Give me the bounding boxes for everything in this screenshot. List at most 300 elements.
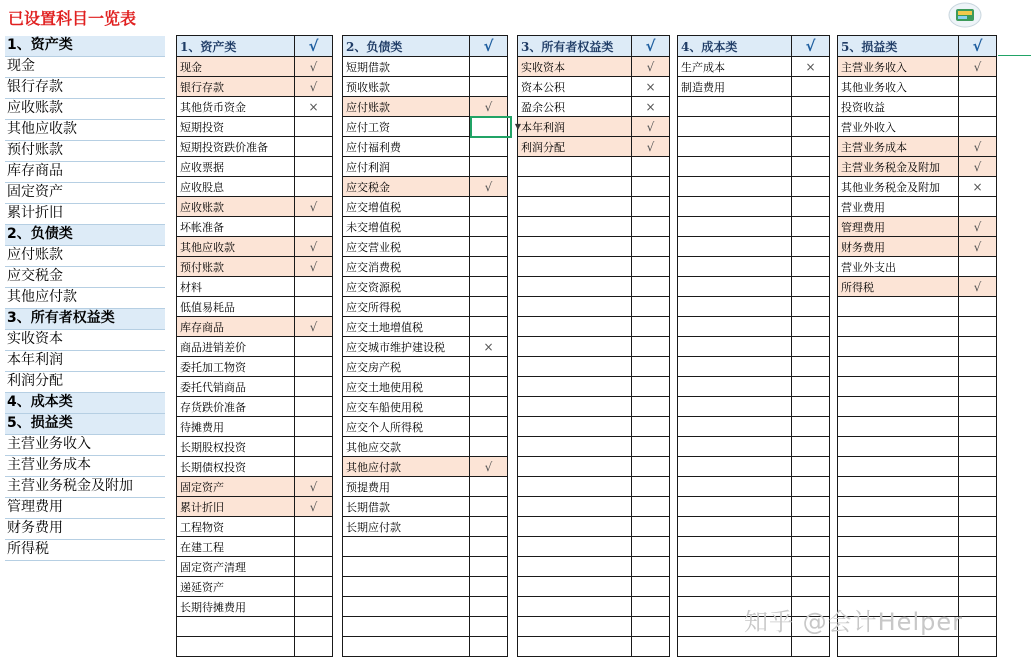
account-name-cell[interactable]: 应交土地使用税 (343, 377, 470, 397)
configured-account-item[interactable]: 管理费用 (5, 498, 165, 519)
empty-cell[interactable] (632, 397, 670, 417)
account-name-cell[interactable]: 应交房产税 (343, 357, 470, 377)
selection-mark-cell[interactable] (470, 257, 508, 277)
empty-cell[interactable] (678, 437, 792, 457)
empty-cell[interactable] (343, 537, 470, 557)
configured-account-item[interactable]: 主营业务成本 (5, 456, 165, 477)
account-name-cell[interactable]: 固定资产 (177, 477, 295, 497)
empty-cell[interactable] (632, 277, 670, 297)
configured-account-item[interactable]: 主营业务税金及附加 (5, 477, 165, 498)
empty-cell[interactable] (838, 357, 959, 377)
empty-cell[interactable] (518, 357, 632, 377)
empty-cell[interactable] (838, 517, 959, 537)
account-name-cell[interactable]: 应交消费税 (343, 257, 470, 277)
empty-cell[interactable] (632, 437, 670, 457)
empty-cell[interactable] (518, 237, 632, 257)
account-name-cell[interactable]: 应收股息 (177, 177, 295, 197)
selection-mark-cell[interactable] (470, 477, 508, 497)
empty-cell[interactable] (343, 617, 470, 637)
empty-cell[interactable] (632, 597, 670, 617)
empty-cell[interactable] (792, 517, 830, 537)
empty-cell[interactable] (470, 617, 508, 637)
empty-cell[interactable] (632, 317, 670, 337)
account-name-cell[interactable]: 长期应付款 (343, 517, 470, 537)
configured-account-item[interactable]: 实收资本 (5, 330, 165, 351)
category-header[interactable]: 2、负债类 (343, 36, 470, 57)
empty-cell[interactable] (632, 537, 670, 557)
empty-cell[interactable] (632, 637, 670, 657)
account-name-cell[interactable]: 累计折旧 (177, 497, 295, 517)
selection-mark-cell[interactable] (470, 417, 508, 437)
empty-cell[interactable] (838, 437, 959, 457)
empty-cell[interactable] (343, 577, 470, 597)
account-name-cell[interactable]: 固定资产清理 (177, 557, 295, 577)
empty-cell[interactable] (959, 477, 997, 497)
empty-cell[interactable] (792, 337, 830, 357)
account-name-cell[interactable]: 投资收益 (838, 97, 959, 117)
account-name-cell[interactable]: 主营业务税金及附加 (838, 157, 959, 177)
empty-cell[interactable] (632, 157, 670, 177)
account-name-cell[interactable]: 银行存款 (177, 77, 295, 97)
account-name-cell[interactable]: 应交资源税 (343, 277, 470, 297)
empty-cell[interactable] (678, 257, 792, 277)
empty-cell[interactable] (792, 577, 830, 597)
selection-mark-cell[interactable] (295, 277, 333, 297)
selection-mark-cell[interactable] (295, 117, 333, 137)
selection-mark-cell[interactable]: √ (295, 497, 333, 517)
configured-account-item[interactable]: 主营业务收入 (5, 435, 165, 456)
selection-mark-cell[interactable] (959, 117, 997, 137)
empty-cell[interactable] (518, 177, 632, 197)
active-cell-selection[interactable] (470, 116, 512, 138)
selection-mark-cell[interactable]: √ (632, 57, 670, 77)
empty-cell[interactable] (518, 497, 632, 517)
empty-cell[interactable] (632, 177, 670, 197)
empty-cell[interactable] (792, 157, 830, 177)
selection-mark-cell[interactable]: √ (470, 457, 508, 477)
selection-mark-cell[interactable]: √ (470, 97, 508, 117)
empty-cell[interactable] (792, 417, 830, 437)
empty-cell[interactable] (678, 217, 792, 237)
account-name-cell[interactable]: 其他应付款 (343, 457, 470, 477)
selection-mark-cell[interactable] (470, 197, 508, 217)
category-header[interactable]: 1、资产类 (177, 36, 295, 57)
empty-cell[interactable] (792, 537, 830, 557)
empty-cell[interactable] (518, 377, 632, 397)
account-name-cell[interactable]: 利润分配 (518, 137, 632, 157)
account-name-cell[interactable]: 存货跌价准备 (177, 397, 295, 417)
account-name-cell[interactable]: 委托加工物资 (177, 357, 295, 377)
account-name-cell[interactable]: 短期借款 (343, 57, 470, 77)
configured-account-item[interactable]: 库存商品 (5, 162, 165, 183)
empty-cell[interactable] (518, 617, 632, 637)
empty-cell[interactable] (518, 597, 632, 617)
account-name-cell[interactable]: 盈余公积 (518, 97, 632, 117)
category-heading[interactable]: 3、所有者权益类 (5, 309, 165, 330)
empty-cell[interactable] (632, 497, 670, 517)
configured-account-item[interactable]: 本年利润 (5, 351, 165, 372)
selection-mark-cell[interactable] (295, 417, 333, 437)
account-name-cell[interactable]: 其他业务税金及附加 (838, 177, 959, 197)
account-name-cell[interactable]: 低值易耗品 (177, 297, 295, 317)
empty-cell[interactable] (632, 377, 670, 397)
selection-mark-cell[interactable]: √ (295, 477, 333, 497)
account-name-cell[interactable]: 应交个人所得税 (343, 417, 470, 437)
empty-cell[interactable] (470, 637, 508, 657)
selection-mark-cell[interactable] (295, 357, 333, 377)
configured-account-item[interactable]: 固定资产 (5, 183, 165, 204)
account-name-cell[interactable]: 主营业务收入 (838, 57, 959, 77)
selection-mark-cell[interactable] (295, 337, 333, 357)
selection-mark-cell[interactable] (295, 177, 333, 197)
account-name-cell[interactable]: 商品进销差价 (177, 337, 295, 357)
empty-cell[interactable] (632, 197, 670, 217)
empty-cell[interactable] (959, 397, 997, 417)
account-name-cell[interactable]: 制造费用 (678, 77, 792, 97)
selection-mark-cell[interactable] (295, 517, 333, 537)
empty-cell[interactable] (518, 417, 632, 437)
empty-cell[interactable] (959, 457, 997, 477)
empty-cell[interactable] (838, 537, 959, 557)
selection-mark-cell[interactable] (470, 437, 508, 457)
account-name-cell[interactable]: 预付账款 (177, 257, 295, 277)
empty-cell[interactable] (518, 317, 632, 337)
empty-cell[interactable] (678, 497, 792, 517)
selection-mark-cell[interactable]: √ (632, 137, 670, 157)
empty-cell[interactable] (959, 437, 997, 457)
empty-cell[interactable] (470, 557, 508, 577)
account-name-cell[interactable]: 其他应收款 (177, 237, 295, 257)
configured-account-item[interactable]: 应收账款 (5, 99, 165, 120)
empty-cell[interactable] (518, 277, 632, 297)
empty-cell[interactable] (518, 437, 632, 457)
selection-mark-cell[interactable] (470, 137, 508, 157)
empty-cell[interactable] (632, 357, 670, 377)
selection-mark-cell[interactable]: √ (295, 317, 333, 337)
empty-cell[interactable] (518, 637, 632, 657)
empty-cell[interactable] (959, 317, 997, 337)
configured-account-item[interactable]: 利润分配 (5, 372, 165, 393)
selection-mark-cell[interactable] (470, 497, 508, 517)
empty-cell[interactable] (678, 157, 792, 177)
empty-cell[interactable] (838, 637, 959, 657)
empty-cell[interactable] (838, 417, 959, 437)
selection-mark-cell[interactable]: √ (295, 77, 333, 97)
empty-cell[interactable] (518, 257, 632, 277)
selection-mark-cell[interactable] (470, 357, 508, 377)
empty-cell[interactable] (838, 337, 959, 357)
empty-cell[interactable] (792, 217, 830, 237)
category-header[interactable]: 5、损益类 (838, 36, 959, 57)
empty-cell[interactable] (678, 477, 792, 497)
empty-cell[interactable] (792, 297, 830, 317)
account-name-cell[interactable]: 主营业务成本 (838, 137, 959, 157)
check-column-header[interactable]: √ (470, 36, 508, 57)
account-name-cell[interactable]: 应付利润 (343, 157, 470, 177)
account-name-cell[interactable]: 其他应交款 (343, 437, 470, 457)
empty-cell[interactable] (792, 237, 830, 257)
empty-cell[interactable] (632, 577, 670, 597)
account-name-cell[interactable]: 短期投资跌价准备 (177, 137, 295, 157)
account-name-cell[interactable]: 应交增值税 (343, 197, 470, 217)
empty-cell[interactable] (470, 577, 508, 597)
empty-cell[interactable] (678, 337, 792, 357)
account-name-cell[interactable]: 生产成本 (678, 57, 792, 77)
selection-mark-cell[interactable] (470, 277, 508, 297)
selection-mark-cell[interactable] (470, 77, 508, 97)
empty-cell[interactable] (518, 157, 632, 177)
empty-cell[interactable] (632, 237, 670, 257)
account-name-cell[interactable]: 长期股权投资 (177, 437, 295, 457)
empty-cell[interactable] (518, 337, 632, 357)
empty-cell[interactable] (632, 477, 670, 497)
empty-cell[interactable] (295, 637, 333, 657)
empty-cell[interactable] (959, 637, 997, 657)
account-name-cell[interactable]: 应收账款 (177, 197, 295, 217)
account-name-cell[interactable]: 应交所得税 (343, 297, 470, 317)
selection-mark-cell[interactable]: √ (295, 237, 333, 257)
configured-account-item[interactable]: 应付账款 (5, 246, 165, 267)
selection-mark-cell[interactable]: √ (295, 197, 333, 217)
empty-cell[interactable] (838, 317, 959, 337)
empty-cell[interactable] (632, 457, 670, 477)
account-name-cell[interactable]: 其他货币资金 (177, 97, 295, 117)
empty-cell[interactable] (518, 577, 632, 597)
selection-mark-cell[interactable]: × (470, 337, 508, 357)
empty-cell[interactable] (518, 297, 632, 317)
account-name-cell[interactable]: 应交城市维护建设税 (343, 337, 470, 357)
account-name-cell[interactable]: 营业外收入 (838, 117, 959, 137)
empty-cell[interactable] (678, 577, 792, 597)
empty-cell[interactable] (632, 337, 670, 357)
check-column-header[interactable]: √ (632, 36, 670, 57)
selection-mark-cell[interactable] (470, 377, 508, 397)
empty-cell[interactable] (959, 497, 997, 517)
account-name-cell[interactable]: 应交营业税 (343, 237, 470, 257)
account-name-cell[interactable]: 应交税金 (343, 177, 470, 197)
empty-cell[interactable] (518, 477, 632, 497)
account-name-cell[interactable]: 长期债权投资 (177, 457, 295, 477)
empty-cell[interactable] (792, 457, 830, 477)
empty-cell[interactable] (792, 637, 830, 657)
category-header[interactable]: 4、成本类 (678, 36, 792, 57)
app-logo-icon[interactable] (948, 2, 982, 28)
empty-cell[interactable] (632, 217, 670, 237)
category-heading[interactable]: 2、负债类 (5, 225, 165, 246)
empty-cell[interactable] (518, 557, 632, 577)
empty-cell[interactable] (792, 197, 830, 217)
empty-cell[interactable] (838, 577, 959, 597)
configured-account-item[interactable]: 现金 (5, 57, 165, 78)
empty-cell[interactable] (959, 577, 997, 597)
empty-cell[interactable] (678, 117, 792, 137)
empty-cell[interactable] (678, 97, 792, 117)
selection-mark-cell[interactable] (959, 77, 997, 97)
account-name-cell[interactable]: 未交增值税 (343, 217, 470, 237)
check-column-header[interactable]: √ (792, 36, 830, 57)
account-name-cell[interactable]: 应交车船使用税 (343, 397, 470, 417)
account-name-cell[interactable]: 实收资本 (518, 57, 632, 77)
selection-mark-cell[interactable] (295, 217, 333, 237)
selection-mark-cell[interactable] (959, 197, 997, 217)
empty-cell[interactable] (678, 317, 792, 337)
empty-cell[interactable] (678, 377, 792, 397)
selection-mark-cell[interactable] (470, 517, 508, 537)
empty-cell[interactable] (470, 597, 508, 617)
empty-cell[interactable] (838, 557, 959, 577)
empty-cell[interactable] (792, 97, 830, 117)
configured-account-item[interactable]: 所得税 (5, 540, 165, 561)
empty-cell[interactable] (678, 397, 792, 417)
selection-mark-cell[interactable] (295, 297, 333, 317)
empty-cell[interactable] (518, 457, 632, 477)
category-heading[interactable]: 1、资产类 (5, 36, 165, 57)
empty-cell[interactable] (792, 397, 830, 417)
selection-mark-cell[interactable]: √ (632, 117, 670, 137)
empty-cell[interactable] (632, 417, 670, 437)
empty-cell[interactable] (959, 377, 997, 397)
account-name-cell[interactable]: 应付工资 (343, 117, 470, 137)
selection-mark-cell[interactable]: √ (959, 237, 997, 257)
empty-cell[interactable] (518, 217, 632, 237)
account-name-cell[interactable]: 营业外支出 (838, 257, 959, 277)
empty-cell[interactable] (959, 517, 997, 537)
selection-mark-cell[interactable] (295, 577, 333, 597)
selection-mark-cell[interactable] (470, 237, 508, 257)
empty-cell[interactable] (678, 297, 792, 317)
selection-mark-cell[interactable] (470, 297, 508, 317)
category-heading[interactable]: 4、成本类 (5, 393, 165, 414)
account-name-cell[interactable]: 应收票据 (177, 157, 295, 177)
empty-cell[interactable] (678, 237, 792, 257)
empty-cell[interactable] (792, 137, 830, 157)
empty-cell[interactable] (959, 537, 997, 557)
selection-mark-cell[interactable] (295, 457, 333, 477)
account-name-cell[interactable]: 管理费用 (838, 217, 959, 237)
selection-mark-cell[interactable] (470, 157, 508, 177)
selection-mark-cell[interactable]: √ (959, 277, 997, 297)
empty-cell[interactable] (792, 357, 830, 377)
account-name-cell[interactable]: 工程物资 (177, 517, 295, 537)
selection-mark-cell[interactable]: √ (959, 157, 997, 177)
empty-cell[interactable] (177, 617, 295, 637)
empty-cell[interactable] (632, 617, 670, 637)
empty-cell[interactable] (518, 197, 632, 217)
selection-mark-cell[interactable]: × (295, 97, 333, 117)
empty-cell[interactable] (177, 637, 295, 657)
empty-cell[interactable] (678, 357, 792, 377)
empty-cell[interactable] (678, 177, 792, 197)
empty-cell[interactable] (838, 377, 959, 397)
empty-cell[interactable] (678, 557, 792, 577)
category-header[interactable]: 3、所有者权益类 (518, 36, 632, 57)
empty-cell[interactable] (959, 297, 997, 317)
selection-mark-cell[interactable] (295, 397, 333, 417)
selection-mark-cell[interactable] (295, 437, 333, 457)
empty-cell[interactable] (792, 377, 830, 397)
empty-cell[interactable] (678, 637, 792, 657)
selection-mark-cell[interactable] (295, 597, 333, 617)
empty-cell[interactable] (632, 557, 670, 577)
selection-mark-cell[interactable]: √ (959, 217, 997, 237)
empty-cell[interactable] (959, 617, 997, 637)
empty-cell[interactable] (678, 457, 792, 477)
empty-cell[interactable] (838, 497, 959, 517)
configured-account-item[interactable]: 预付账款 (5, 141, 165, 162)
account-name-cell[interactable]: 营业费用 (838, 197, 959, 217)
selection-mark-cell[interactable] (470, 217, 508, 237)
selection-mark-cell[interactable]: √ (959, 137, 997, 157)
empty-cell[interactable] (678, 537, 792, 557)
empty-cell[interactable] (959, 597, 997, 617)
empty-cell[interactable] (343, 557, 470, 577)
selection-mark-cell[interactable]: √ (295, 57, 333, 77)
empty-cell[interactable] (632, 297, 670, 317)
account-name-cell[interactable]: 应付福利费 (343, 137, 470, 157)
empty-cell[interactable] (678, 137, 792, 157)
empty-cell[interactable] (838, 397, 959, 417)
empty-cell[interactable] (678, 417, 792, 437)
account-name-cell[interactable]: 长期借款 (343, 497, 470, 517)
account-name-cell[interactable]: 坏帐准备 (177, 217, 295, 237)
empty-cell[interactable] (792, 257, 830, 277)
empty-cell[interactable] (518, 397, 632, 417)
empty-cell[interactable] (792, 317, 830, 337)
check-column-header[interactable]: √ (295, 36, 333, 57)
selection-mark-cell[interactable] (295, 137, 333, 157)
dropdown-arrow-icon[interactable]: ▼ (514, 122, 522, 131)
account-name-cell[interactable]: 本年利润 (518, 117, 632, 137)
configured-account-item[interactable]: 其他应收款 (5, 120, 165, 141)
selection-mark-cell[interactable] (295, 537, 333, 557)
empty-cell[interactable] (518, 517, 632, 537)
configured-account-item[interactable]: 应交税金 (5, 267, 165, 288)
empty-cell[interactable] (632, 517, 670, 537)
account-name-cell[interactable]: 长期待摊费用 (177, 597, 295, 617)
selection-mark-cell[interactable] (959, 97, 997, 117)
selection-mark-cell[interactable] (295, 557, 333, 577)
account-name-cell[interactable]: 短期投资 (177, 117, 295, 137)
account-name-cell[interactable]: 应付账款 (343, 97, 470, 117)
empty-cell[interactable] (678, 517, 792, 537)
account-name-cell[interactable]: 递延资产 (177, 577, 295, 597)
account-name-cell[interactable]: 现金 (177, 57, 295, 77)
configured-account-item[interactable]: 其他应付款 (5, 288, 165, 309)
category-heading[interactable]: 5、损益类 (5, 414, 165, 435)
check-column-header[interactable]: √ (959, 36, 997, 57)
empty-cell[interactable] (792, 177, 830, 197)
selection-mark-cell[interactable]: √ (959, 57, 997, 77)
selection-mark-cell[interactable]: × (632, 97, 670, 117)
selection-mark-cell[interactable] (792, 77, 830, 97)
account-name-cell[interactable]: 材料 (177, 277, 295, 297)
selection-mark-cell[interactable] (295, 377, 333, 397)
empty-cell[interactable] (959, 417, 997, 437)
selection-mark-cell[interactable] (959, 257, 997, 277)
empty-cell[interactable] (792, 477, 830, 497)
selection-mark-cell[interactable] (470, 397, 508, 417)
selection-mark-cell[interactable]: √ (470, 177, 508, 197)
empty-cell[interactable] (678, 197, 792, 217)
empty-cell[interactable] (792, 277, 830, 297)
empty-cell[interactable] (343, 597, 470, 617)
configured-account-item[interactable]: 累计折旧 (5, 204, 165, 225)
empty-cell[interactable] (838, 477, 959, 497)
account-name-cell[interactable]: 财务费用 (838, 237, 959, 257)
empty-cell[interactable] (959, 557, 997, 577)
account-name-cell[interactable]: 应交土地增值税 (343, 317, 470, 337)
configured-account-item[interactable]: 银行存款 (5, 78, 165, 99)
